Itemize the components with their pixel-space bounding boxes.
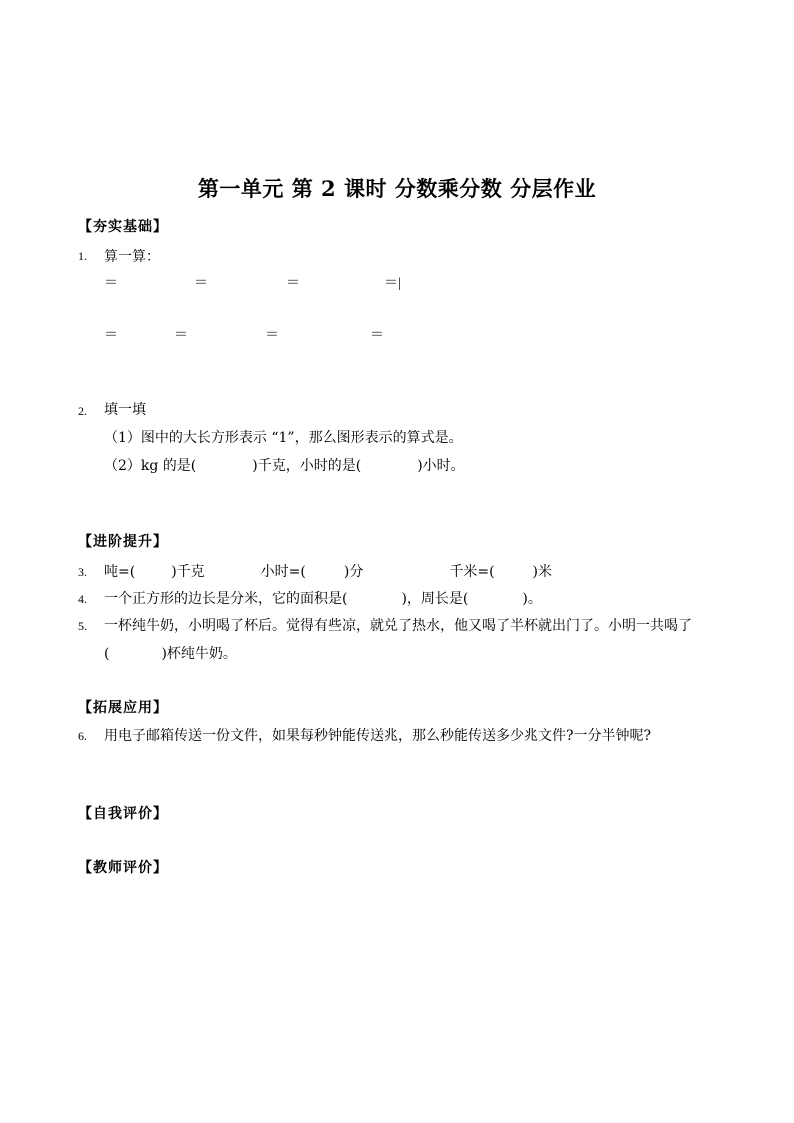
section-heading-basic: 【夯实基础】 bbox=[78, 219, 168, 235]
q3-text-d: )分 bbox=[343, 564, 364, 580]
section-heading-advanced: 【进阶提升】 bbox=[78, 534, 168, 550]
q5-text-b: )杯纯牛奶。 bbox=[161, 646, 237, 662]
q1-row1-eq2: ＝ bbox=[194, 276, 208, 291]
question-1-prompt: 算一算： bbox=[104, 249, 160, 265]
question-number-5: 5. bbox=[78, 619, 87, 633]
q1-row2-eq3: ＝ bbox=[265, 328, 279, 343]
question-4-line bbox=[104, 588, 542, 608]
q1-row2-eq1: ＝ bbox=[104, 328, 118, 343]
question-number-1: 1. bbox=[78, 249, 87, 263]
q1-row1-eq3: ＝ bbox=[286, 276, 300, 291]
question-5-line-2 bbox=[104, 643, 237, 663]
question-2-part-1: （1）图中的大长方形表示 “1”，那么图形表示的算式是。 bbox=[104, 430, 463, 446]
question-number-3: 3. bbox=[78, 565, 87, 579]
page-title: 第一单元 第 2 课时 分数乘分数 分层作业 bbox=[197, 176, 597, 201]
q2-part2-text-c: )小时。 bbox=[417, 458, 465, 474]
q2-part2-text-a: （2）kg 的是( bbox=[104, 458, 197, 474]
q5-text-a: ( bbox=[104, 646, 110, 662]
question-number-2: 2. bbox=[78, 404, 87, 418]
q1-row1-eq4: ＝| bbox=[384, 276, 401, 291]
q3-text-f: )米 bbox=[532, 564, 553, 580]
section-heading-self-evaluation: 【自我评价】 bbox=[78, 806, 168, 822]
section-heading-application: 【拓展应用】 bbox=[78, 700, 168, 716]
q3-text-e: 千米=( bbox=[449, 564, 495, 580]
question-6-text: 用电子邮箱传送一份文件，如果每秒钟能传送兆，那么秒能传送多少兆文件?一分半钟呢? bbox=[104, 728, 652, 744]
q1-row2-eq4: ＝ bbox=[370, 328, 384, 343]
q1-row1-eq1: ＝ bbox=[104, 276, 118, 291]
q3-text-b: )千克 bbox=[171, 564, 205, 580]
q2-part2-text-b: )千克，小时的是( bbox=[252, 458, 362, 474]
q3-text-a: 吨=( bbox=[104, 564, 136, 580]
question-2-part-2 bbox=[104, 455, 465, 475]
question-number-4: 4. bbox=[78, 592, 87, 606]
section-heading-teacher-evaluation: 【教师评价】 bbox=[78, 860, 168, 876]
q4-text-c: )。 bbox=[522, 591, 542, 607]
question-number-6: 6. bbox=[78, 729, 87, 743]
q4-text-b: )，周长是( bbox=[401, 591, 469, 607]
q3-text-c: 小时=( bbox=[260, 564, 306, 580]
question-2-prompt: 填一填 bbox=[104, 402, 146, 418]
q4-text-a: 一个正方形的边长是分米，它的面积是( bbox=[104, 591, 348, 607]
question-3-line bbox=[104, 561, 552, 581]
q1-row2-eq2: ＝ bbox=[174, 328, 188, 343]
question-5-line-1: 一杯纯牛奶，小明喝了杯后。觉得有些凉，就兑了热水，他又喝了半杯就出门了。小明一共喝了 bbox=[104, 618, 692, 634]
